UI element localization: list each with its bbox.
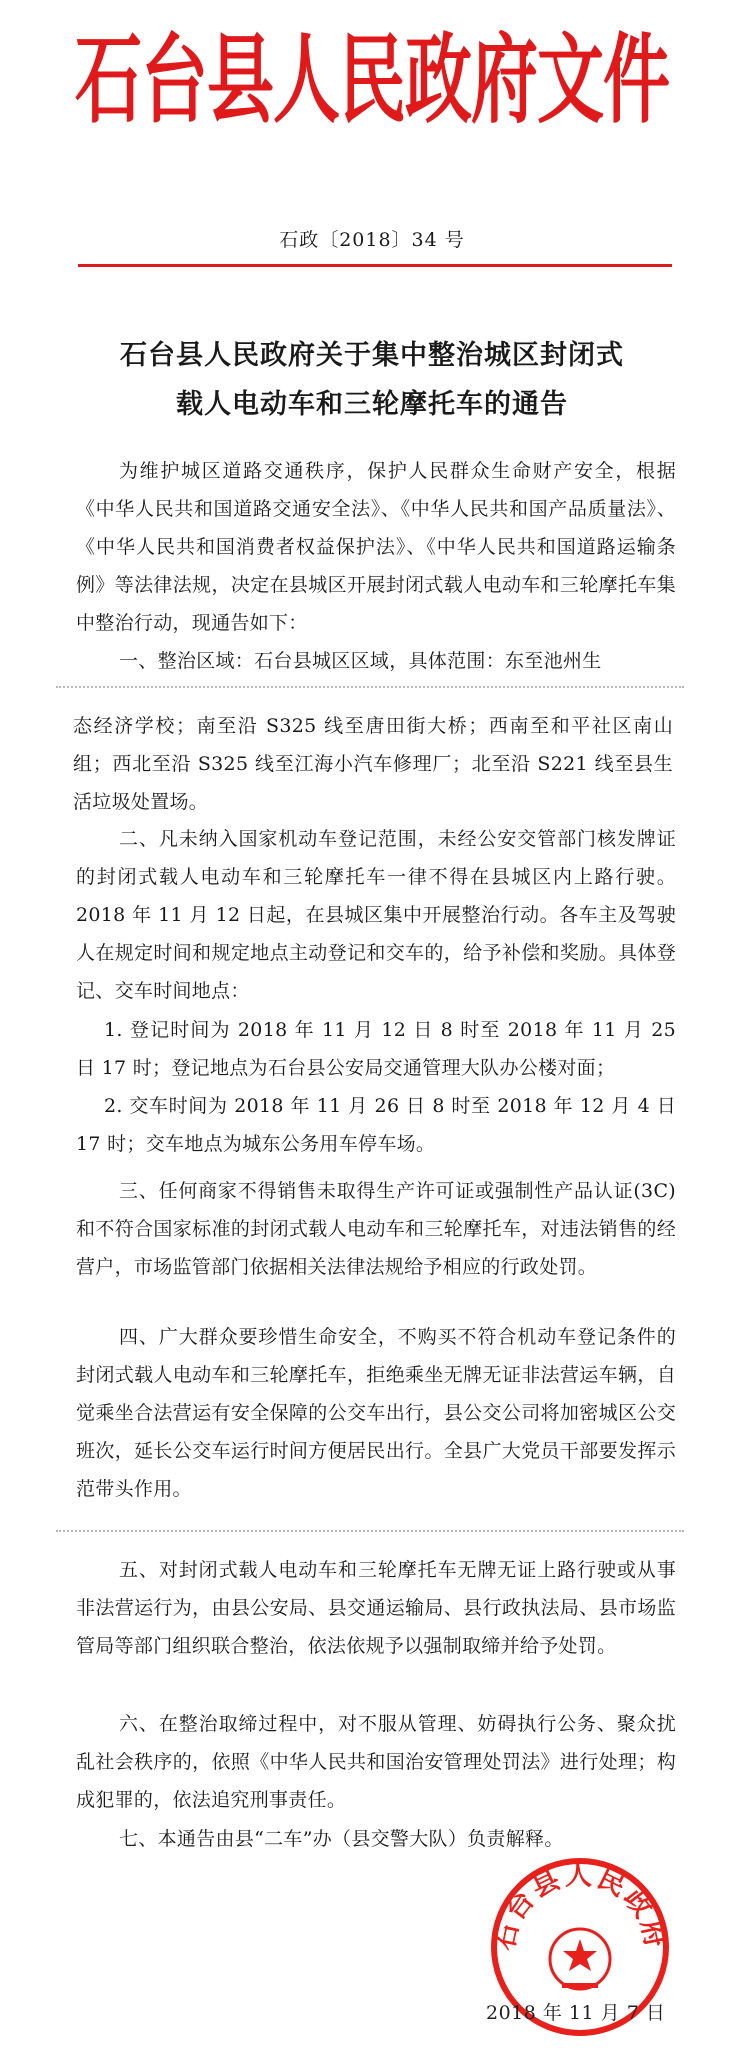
- page-break-divider: [56, 1530, 684, 1534]
- intro-paragraph: 为维护城区道路交通秩序，保护人民群众生命财产安全，根据《中华人民共和国道路交通安全法》、《中华人民共和国产品质量法》、《中华人民共和国消费者权益保护法》、《中华人民共和国道路运输条例》等法律法规，决定在县城区开展封闭式载人电动车和三轮摩托车集中整治行动，现通告如下：: [76, 460, 676, 634]
- notice-title-line-1: 石台县人民政府关于集中整治城区封闭式: [120, 340, 624, 371]
- item-2-sub-2: 2. 交车时间为 2018 年 11 月 26 日 8 时至 2018 年 12 月 4 日 17 时；交车地点为城东公务用车停车场。: [76, 1095, 676, 1155]
- item-1-paragraph-start: 一、整治区域：石台县城区区域，具体范围：东至池州生: [119, 650, 602, 672]
- item-3-paragraph: 三、任何商家不得销售未取得生产许可证或强制性产品认证(3C)和不符合国家标准的封闭式载人电动车和三轮摩托车，对违法销售的经营户，市场监管部门依据相关法律法规给予相应的行政处罚。: [76, 1180, 676, 1278]
- document-number: 石政〔2018〕34 号: [279, 229, 465, 251]
- document-header-title: 石台县人民政府文件: [75, 22, 669, 137]
- item-4-paragraph: 四、广大群众要珍惜生命安全，不购买不符合机动车登记条件的封闭式载人电动车和三轮摩托车，拒绝乘坐无牌无证非法营运车辆，自觉乘坐合法营运有安全保障的公交车出行，县公交公司将加密城区公交班次，延长公交车运行时间方便居民出行。全县广大党员干部要发挥示范带头作用。: [76, 1326, 676, 1500]
- item-2-paragraph: 二、凡未纳入国家机动车登记范围，未经公安交管部门核发牌证的封闭式载人电动车和三轮摩托车一律不得在县城区内上路行驶。2018 年 11 月 12 日起，在县城区集中开展整治行动。各车主及驾驶人在规定时间和规定地点主动登记和交车的，给予补偿和奖励。具体登记、交车时间地点：: [76, 828, 676, 1002]
- page-break-divider: [56, 686, 684, 690]
- seal-text: 石台县人民政府: [488, 1860, 672, 1954]
- item-5-paragraph: 五、对封闭式载人电动车和三轮摩托车无牌无证上路行驶或从事非法营运行为，由县公安局、县交通运输局、县行政执法局、县市场监管局等部门组织联合整治，依法依规予以强制取缔并给予处罚。: [76, 1559, 676, 1657]
- notice-title-line-2: 载人电动车和三轮摩托车的通告: [176, 389, 568, 420]
- item-1-paragraph-continued: 态经济学校；南至沿 S325 线至唐田街大桥；西南至和平社区南山组；西北至沿 S325 线至江海小汽车修理厂；北至沿 S221 线至县生活垃圾处置场。: [73, 715, 673, 813]
- item-7-paragraph: 七、本通告由县“二车”办（县交警大队）负责解释。: [119, 1828, 564, 1850]
- header-red-rule: [78, 264, 672, 267]
- signing-date: 2018 年 11 月 7 日: [486, 2002, 666, 2024]
- item-6-paragraph: 六、在整治取缔过程中，对不服从管理、妨碍执行公务、聚众扰乱社会秩序的，依照《中华人民共和国治安管理处罚法》进行处理；构成犯罪的，依法追究刑事责任。: [76, 1713, 676, 1811]
- item-2-sub-1: 1. 登记时间为 2018 年 11 月 12 日 8 时至 2018 年 11 月 25 日 17 时；登记地点为石台县公安局交通管理大队办公楼对面；: [76, 1019, 676, 1079]
- seal-emblem: [550, 1929, 610, 1989]
